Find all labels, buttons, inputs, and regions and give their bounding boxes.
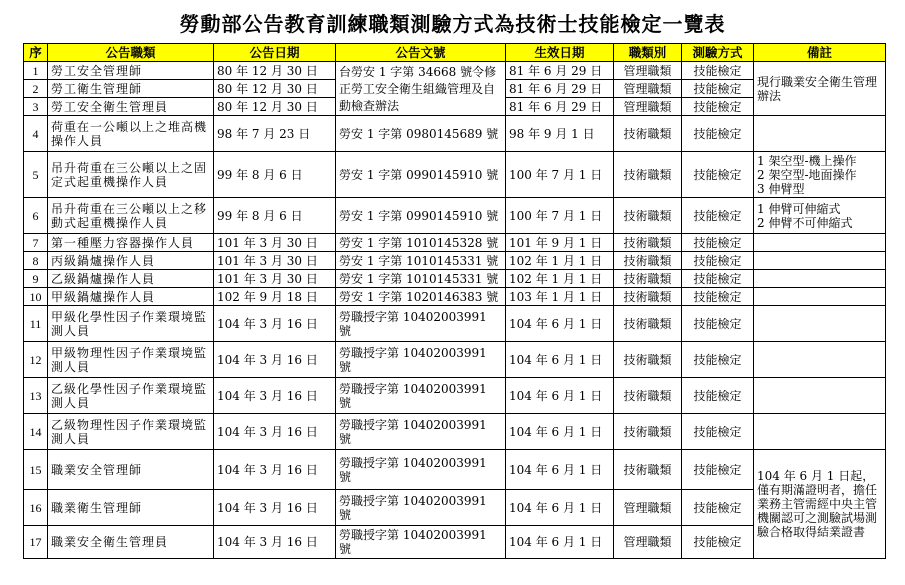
table-row xyxy=(24,306,886,342)
cell-doc: 勞安 1 字第 1010145331 號 xyxy=(336,252,506,270)
cell-name: 吊升荷重在三公噸以上之固定式起重機操作人員 xyxy=(48,152,214,198)
cell-doc: 勞安 1 字第 1020146383 號 xyxy=(336,288,506,306)
cell-no: 17 xyxy=(24,526,48,559)
cell-date: 80 年 12 月 30 日 xyxy=(214,98,336,116)
cell-doc: 勞安 1 字第 1010145331 號 xyxy=(336,270,506,288)
cell-test: 技能檢定 xyxy=(682,252,754,270)
table-row xyxy=(24,450,886,490)
cell-effective: 104 年 6 月 1 日 xyxy=(506,342,614,378)
cell-effective: 104 年 6 月 1 日 xyxy=(506,414,614,450)
table-row xyxy=(24,414,886,450)
cell-name: 乙級物理性因子作業環境監測人員 xyxy=(48,414,214,450)
cell-effective: 101 年 9 月 1 日 xyxy=(506,234,614,252)
cell-category: 管理職類 xyxy=(614,490,682,526)
cell-doc: 勞職授字第 10402003991 號 xyxy=(336,526,506,559)
cell-category: 技術職類 xyxy=(614,414,682,450)
page-title: 勞動部公告教育訓練職類測驗方式為技術士技能檢定一覽表 xyxy=(179,12,726,36)
cell-category: 管理職類 xyxy=(614,80,682,98)
cell-name: 甲級物理性因子作業環境監測人員 xyxy=(48,342,214,378)
cell-no: 2 xyxy=(24,80,48,98)
cell-category: 技術職類 xyxy=(614,378,682,414)
cell-test: 技能檢定 xyxy=(682,152,754,198)
cell-effective: 103 年 1 月 1 日 xyxy=(506,288,614,306)
cell-date: 102 年 9 月 18 日 xyxy=(214,288,336,306)
cell-name: 乙級化學性因子作業環境監測人員 xyxy=(48,378,214,414)
cell-remarks xyxy=(754,414,886,450)
cell-effective: 81 年 6 月 29 日 xyxy=(506,62,614,80)
cell-category: 技術職類 xyxy=(614,270,682,288)
cell-no: 3 xyxy=(24,98,48,116)
cell-date: 104 年 3 月 16 日 xyxy=(214,378,336,414)
cell-doc: 勞職授字第 10402003991 號 xyxy=(336,414,506,450)
cell-effective: 100 年 7 月 1 日 xyxy=(506,198,614,234)
cell-remarks xyxy=(754,116,886,152)
cell-date: 80 年 12 月 30 日 xyxy=(214,80,336,98)
cell-name: 荷重在一公噸以上之堆高機操作人員 xyxy=(48,116,214,152)
cell-category: 技術職類 xyxy=(614,152,682,198)
cell-category: 技術職類 xyxy=(614,306,682,342)
cell-no: 7 xyxy=(24,234,48,252)
table-header-row xyxy=(24,44,886,62)
cell-no: 15 xyxy=(24,450,48,490)
cell-category: 管理職類 xyxy=(614,62,682,80)
cell-doc: 勞職授字第 10402003991 號 xyxy=(336,306,506,342)
cell-no: 5 xyxy=(24,152,48,198)
cell-test: 技能檢定 xyxy=(682,288,754,306)
cell-doc: 勞安 1 字第 1010145328 號 xyxy=(336,234,506,252)
cell-doc: 勞職授字第 10402003991 號 xyxy=(336,342,506,378)
cell-category: 技術職類 xyxy=(614,252,682,270)
cell-date: 99 年 8 月 6 日 xyxy=(214,152,336,198)
cell-effective: 100 年 7 月 1 日 xyxy=(506,152,614,198)
cell-name: 乙級鍋爐操作人員 xyxy=(48,270,214,288)
cell-effective: 104 年 6 月 1 日 xyxy=(506,450,614,490)
cell-effective: 104 年 6 月 1 日 xyxy=(506,306,614,342)
table-row xyxy=(24,234,886,252)
cell-name: 勞工安全衛生管理員 xyxy=(48,98,214,116)
header-name: 公告職類 xyxy=(48,44,214,62)
cell-effective: 104 年 6 月 1 日 xyxy=(506,378,614,414)
cell-effective: 102 年 1 月 1 日 xyxy=(506,270,614,288)
cell-test: 技能檢定 xyxy=(682,62,754,80)
cell-doc: 勞職授字第 10402003991 號 xyxy=(336,450,506,490)
table-row xyxy=(24,62,886,80)
cell-test: 技能檢定 xyxy=(682,450,754,490)
cell-remarks: 現行職業安全衛生管理辦法 xyxy=(754,62,886,116)
cell-category: 管理職類 xyxy=(614,526,682,559)
cell-date: 80 年 12 月 30 日 xyxy=(214,62,336,80)
table-row xyxy=(24,152,886,198)
cell-test: 技能檢定 xyxy=(682,80,754,98)
table-row xyxy=(24,288,886,306)
cell-remarks xyxy=(754,342,886,378)
cell-remarks xyxy=(754,306,886,342)
header-category: 職類別 xyxy=(614,44,682,62)
cell-date: 104 年 3 月 16 日 xyxy=(214,414,336,450)
cell-test: 技能檢定 xyxy=(682,414,754,450)
cell-date: 99 年 8 月 6 日 xyxy=(214,198,336,234)
cell-remarks xyxy=(754,234,886,252)
cell-date: 101 年 3 月 30 日 xyxy=(214,252,336,270)
table-row xyxy=(24,198,886,234)
cell-remarks: 1 架空型-機上操作 2 架空型-地面操作 3 伸臂型 xyxy=(754,152,886,198)
cell-no: 9 xyxy=(24,270,48,288)
cell-test: 技能檢定 xyxy=(682,198,754,234)
cell-remarks xyxy=(754,252,886,270)
cell-no: 14 xyxy=(24,414,48,450)
cell-test: 技能檢定 xyxy=(682,234,754,252)
cell-test: 技能檢定 xyxy=(682,270,754,288)
cell-name: 職業安全管理師 xyxy=(48,450,214,490)
cell-category: 技術職類 xyxy=(614,342,682,378)
cell-doc: 台勞安 1 字第 34668 號令修正勞工安全衛生組織管理及自動檢查辦法 xyxy=(336,62,506,116)
cell-effective: 102 年 1 月 1 日 xyxy=(506,252,614,270)
header-remarks: 備註 xyxy=(754,44,886,62)
cell-name: 勞工衛生管理師 xyxy=(48,80,214,98)
cell-no: 13 xyxy=(24,378,48,414)
cell-remarks xyxy=(754,288,886,306)
cell-effective: 104 年 6 月 1 日 xyxy=(506,526,614,559)
cell-no: 11 xyxy=(24,306,48,342)
cell-name: 甲級化學性因子作業環境監測人員 xyxy=(48,306,214,342)
cell-date: 104 年 3 月 16 日 xyxy=(214,490,336,526)
cell-no: 6 xyxy=(24,198,48,234)
cell-date: 104 年 3 月 16 日 xyxy=(214,450,336,490)
cell-test: 技能檢定 xyxy=(682,526,754,559)
cell-doc: 勞安 1 字第 0990145910 號 xyxy=(336,198,506,234)
cell-date: 104 年 3 月 16 日 xyxy=(214,526,336,559)
header-test-method: 測驗方式 xyxy=(682,44,754,62)
cell-date: 104 年 3 月 16 日 xyxy=(214,342,336,378)
cell-no: 12 xyxy=(24,342,48,378)
cell-category: 管理職類 xyxy=(614,98,682,116)
cell-test: 技能檢定 xyxy=(682,116,754,152)
cell-remarks: 1 伸臂可伸縮式 2 伸臂不可伸縮式 xyxy=(754,198,886,234)
cell-no: 4 xyxy=(24,116,48,152)
cell-date: 104 年 3 月 16 日 xyxy=(214,306,336,342)
cell-test: 技能檢定 xyxy=(682,306,754,342)
cell-doc: 勞職授字第 10402003991 號 xyxy=(336,490,506,526)
cell-effective: 104 年 6 月 1 日 xyxy=(506,490,614,526)
cell-effective: 81 年 6 月 29 日 xyxy=(506,98,614,116)
cell-name: 吊升荷重在三公噸以上之移動式起重機操作人員 xyxy=(48,198,214,234)
cell-remarks: 104 年 6 月 1 日起，僅有期滿證明者，擔任業務主管需經中央主管機關認可之測驗試場測驗合格取得結業證書 xyxy=(754,450,886,559)
cell-category: 技術職類 xyxy=(614,450,682,490)
cell-remarks xyxy=(754,378,886,414)
cell-category: 技術職類 xyxy=(614,288,682,306)
cell-category: 技術職類 xyxy=(614,234,682,252)
table-row xyxy=(24,378,886,414)
cell-no: 16 xyxy=(24,490,48,526)
cell-test: 技能檢定 xyxy=(682,378,754,414)
qualification-table xyxy=(23,43,886,559)
table-row xyxy=(24,252,886,270)
cell-effective: 98 年 9 月 1 日 xyxy=(506,116,614,152)
cell-test: 技能檢定 xyxy=(682,98,754,116)
header-doc: 公告文號 xyxy=(336,44,506,62)
table-row xyxy=(24,116,886,152)
cell-name: 勞工安全管理師 xyxy=(48,62,214,80)
cell-date: 98 年 7 月 23 日 xyxy=(214,116,336,152)
cell-category: 技術職類 xyxy=(614,198,682,234)
cell-no: 1 xyxy=(24,62,48,80)
header-effective: 生效日期 xyxy=(506,44,614,62)
cell-name: 第一種壓力容器操作人員 xyxy=(48,234,214,252)
cell-effective: 81 年 6 月 29 日 xyxy=(506,80,614,98)
cell-name: 職業衛生管理師 xyxy=(48,490,214,526)
table-row xyxy=(24,270,886,288)
cell-doc: 勞安 1 字第 0980145689 號 xyxy=(336,116,506,152)
cell-doc: 勞安 1 字第 0990145910 號 xyxy=(336,152,506,198)
cell-doc: 勞職授字第 10402003991 號 xyxy=(336,378,506,414)
cell-no: 10 xyxy=(24,288,48,306)
cell-name: 職業安全衛生管理員 xyxy=(48,526,214,559)
cell-remarks xyxy=(754,270,886,288)
cell-no: 8 xyxy=(24,252,48,270)
cell-name: 丙級鍋爐操作人員 xyxy=(48,252,214,270)
header-date: 公告日期 xyxy=(214,44,336,62)
cell-name: 甲級鍋爐操作人員 xyxy=(48,288,214,306)
header-no: 序 xyxy=(24,44,48,62)
table-row xyxy=(24,342,886,378)
cell-category: 技術職類 xyxy=(614,116,682,152)
cell-test: 技能檢定 xyxy=(682,342,754,378)
cell-test: 技能檢定 xyxy=(682,490,754,526)
cell-date: 101 年 3 月 30 日 xyxy=(214,234,336,252)
cell-date: 101 年 3 月 30 日 xyxy=(214,270,336,288)
